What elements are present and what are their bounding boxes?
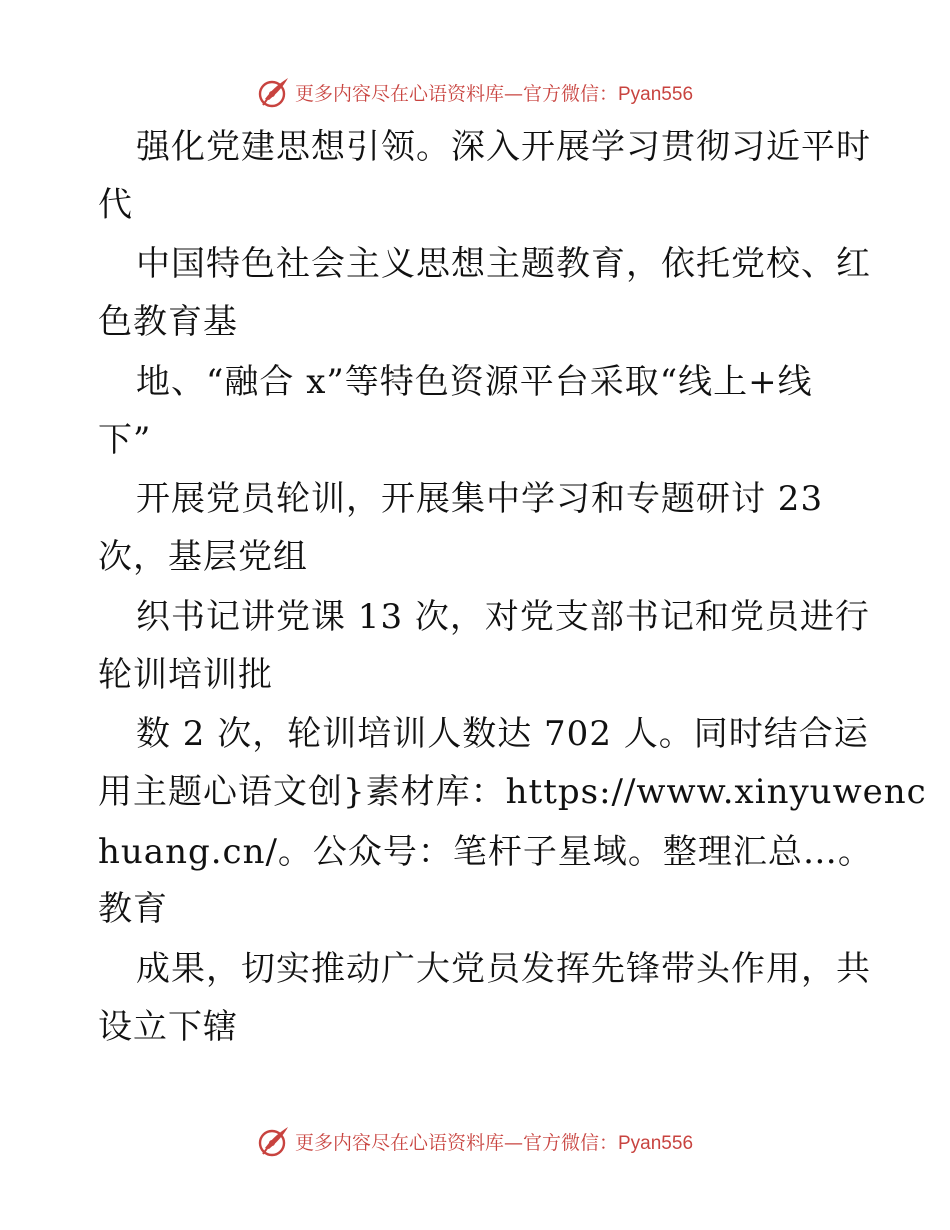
body-line: 代 bbox=[98, 185, 133, 225]
header-banner bbox=[0, 72, 950, 112]
body-line: 设立下辖 bbox=[98, 1007, 238, 1047]
body-line: 中国特色社会主义思想主题教育，依托党校、红 bbox=[136, 244, 871, 284]
red-quill-logo-icon bbox=[257, 75, 291, 109]
red-quill-logo-icon bbox=[257, 1124, 291, 1158]
footer-banner bbox=[0, 1121, 950, 1161]
body-line: huang.cn/。公众号：笔杆子星域。整理汇总…。 bbox=[98, 832, 873, 872]
body-line: 织书记讲党课 13 次，对党支部书记和党员进行 bbox=[136, 597, 870, 637]
body-line: 用主题心语文创}素材库：https://www.xinyuwenc bbox=[98, 772, 927, 812]
body-line: 次，基层党组 bbox=[98, 537, 308, 577]
footer-wechat-id: Pyan556 bbox=[618, 1132, 694, 1154]
body-line: 地、“融合 x”等特色资源平台采取“线上+线 bbox=[136, 362, 813, 402]
header-wechat-id: Pyan556 bbox=[618, 83, 694, 105]
header-banner-text: 更多内容尽在心语资料库—官方微信：Pyan556 bbox=[294, 82, 694, 105]
body-line: 强化党建思想引领。深入开展学习贯彻习近平时 bbox=[136, 127, 871, 167]
body-line: 数 2 次，轮训培训人数达 702 人。同时结合运 bbox=[136, 714, 869, 754]
body-line: 色教育基 bbox=[98, 302, 238, 342]
body-line: 下” bbox=[98, 420, 152, 460]
footer-banner-text: 更多内容尽在心语资料库—官方微信：Pyan556 bbox=[294, 1131, 694, 1154]
body-line: 轮训培训批 bbox=[98, 655, 273, 695]
body-line: 开展党员轮训，开展集中学习和专题研讨 23 bbox=[136, 479, 824, 519]
body-line: 教育 bbox=[98, 889, 168, 929]
body-line: 成果，切实推动广大党员发挥先锋带头作用，共 bbox=[136, 949, 871, 989]
